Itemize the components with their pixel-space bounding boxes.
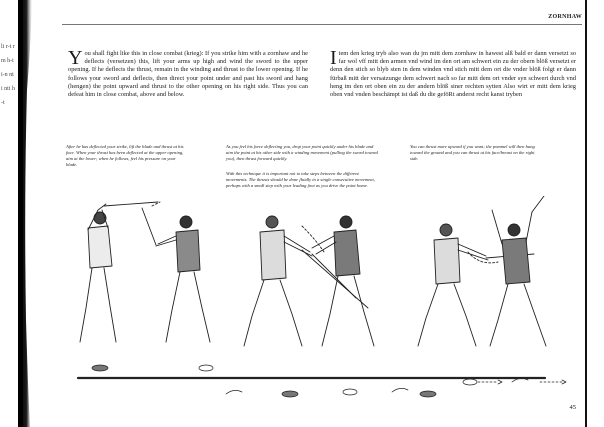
facing-page-fragment: li r-t rm h-t i-n nti nti h-t	[1, 44, 16, 106]
caption-step-3: You can thrust more upward if you want; the pommel will then hang toward the ground and you can thrust at his face/breast on the right side.	[410, 144, 535, 161]
header-rule	[62, 24, 582, 25]
footprints	[92, 365, 566, 397]
fencer-pair-1	[80, 202, 210, 342]
page-number: 45	[569, 404, 576, 411]
german-text-block	[330, 47, 576, 99]
drop-cap: I	[330, 47, 337, 69]
caption-step-2: As you feel his force deflecting you, drop your point quickly under his blade and aim the point at his other side with a winding movement (pulling the sword toward you), then thrust forward quickly.	[226, 144, 378, 161]
english-paragraph: ou shall fight like this in close combat (krieg): If you strike him with a zornhaw and he deflects (versetzen) this, lift your arms up high and wind the sword to the upper opening. If he deflects the thrust, remain in the winding and thrust to the lower opening. If he follows your sword and deflects, then direct your point under and past his sword and hang (hengen) the point upward and thrust to the other opening on his right side. Thus you can defeat him in close combat, above and below.	[68, 50, 308, 99]
fencing-illustration	[40, 196, 585, 406]
german-paragraph: tem den krieg tryb also wan du jm mitt dem zornhaw in hawest alß bald er dann versetzt so far wol vff mitt den armen vnd wind im den ort am schwert ein zu der obern blöß versetzt er denn den stich so blyb sten in dem winden vnd stich mitt dem ort die vnder blöß folgt er dann fürbaß mitt der versatzunge dem schwert nach so far mitt dem ort vnder syn schwert durch vnd heng im den ort oben ein zu der andern blöß siner rechten sytten Also wirt er mitt dem krieg oben vnd vnden beschämpt ist daß du die geföRt anderst recht kanst tryben	[330, 50, 576, 99]
english-text-block	[68, 47, 308, 99]
binding-gutter	[0, 0, 18, 427]
page-edge-rule	[585, 0, 587, 427]
running-header: ZORNHAW	[548, 14, 582, 20]
fencer-pair-3	[418, 196, 546, 346]
caption-step-1: After he has deflected your strike, lift the blade and thrust at his face. When your thrust has been deflected at the upper opening, aim at the lower; when he follows, feel his pressure on your blade.	[66, 144, 184, 167]
drop-cap: Y	[68, 47, 83, 69]
fencer-pair-2	[244, 216, 374, 346]
caption-note: With this technique it is important not to take steps between the different movements. The thrusts should be done fluidly in a single consecutive movement, perhaps with a small step with your leading foot as you drive the point home.	[226, 171, 375, 188]
